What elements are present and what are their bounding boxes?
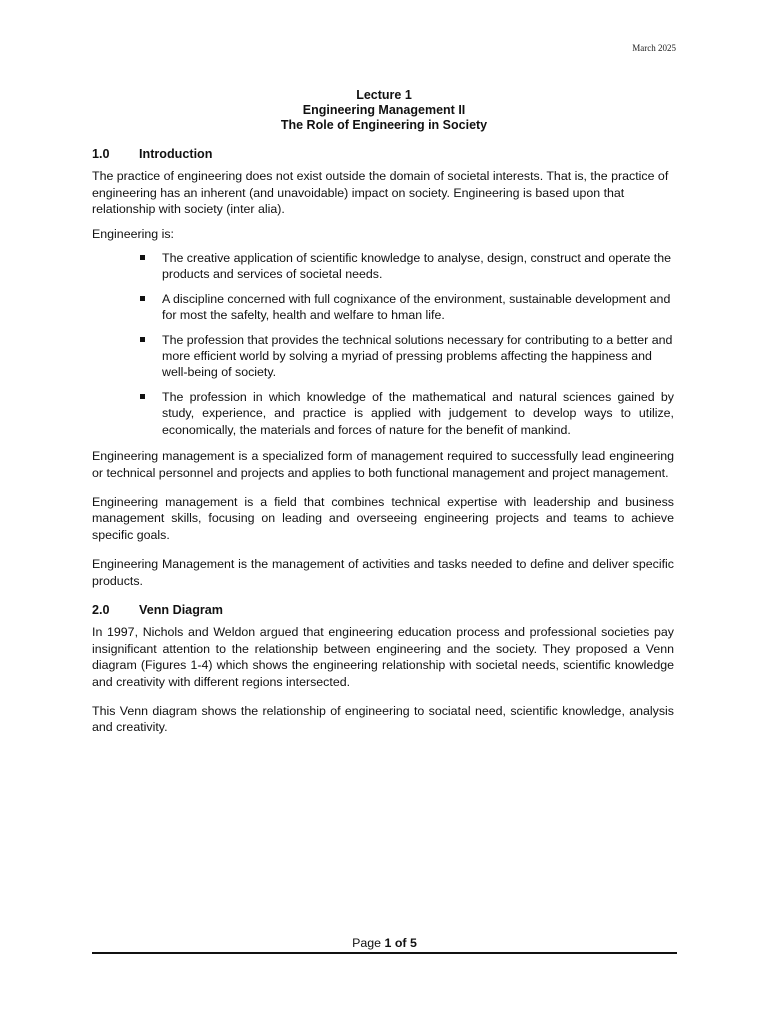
- list-item-text: The creative application of scientific knowledge to analyse, design, construct and operate the products and services of societal needs.: [162, 251, 672, 282]
- list-item-text: A discipline concerned with full cognixance of the environment, sustainable development and for most the safelty, health and welfare to hman life.: [162, 291, 671, 323]
- bullet-square-icon: [140, 394, 145, 399]
- section-number: 1.0: [92, 147, 110, 161]
- engineering-definition-list: [92, 250, 674, 438]
- engineering-management-definition-2: Engineering management is a field that combines technical expertise with leadership and business management skills, focusing on leading and overseeing engineering projects and teams to achieve specific goals.: [92, 494, 674, 542]
- section-heading-introduction: [92, 146, 674, 162]
- list-item: [162, 291, 674, 324]
- bullet-square-icon: [140, 337, 145, 342]
- section-title: Introduction: [139, 147, 213, 161]
- title-course: Engineering Management II: [302, 103, 466, 117]
- list-item-text: The profession that provides the technical solutions necessary for contributing to a better and more efficient world by solving a myriad of pressing problems affecting the happiness and well-being of society.: [162, 332, 673, 380]
- engineering-management-definition-1: Engineering management is a specialized form of management required to successfully lead engineering or technical personnel and projects and applies to both functional management and project management.: [92, 449, 674, 480]
- list-item: [162, 250, 674, 283]
- page-of-label: of: [394, 936, 407, 950]
- intro-paragraph: The practice of engineering does not exist outside the domain of societal interests. That is, the practice of engineering has an inherent (and unavoidable) impact on society. Engineering is based upon that relationship with society (inter alia).: [92, 169, 669, 217]
- document-title: [0, 88, 768, 133]
- list-item: [162, 389, 674, 438]
- bullet-square-icon: [140, 296, 145, 301]
- footer-divider: [92, 952, 677, 954]
- section-heading-venn-diagram: [92, 602, 674, 618]
- current-page-number: 1: [384, 936, 392, 950]
- document-body: [92, 146, 674, 744]
- engineering-management-definition-3: Engineering Management is the management of activities and tasks needed to define and deliver specific products.: [92, 557, 674, 588]
- page-label: Page: [352, 936, 382, 950]
- intro-lead: Engineering is:: [92, 226, 174, 241]
- title-lecture: Lecture 1: [356, 88, 412, 102]
- total-pages-number: 5: [410, 936, 417, 950]
- section-number: 2.0: [92, 602, 110, 617]
- page-footer: [92, 936, 677, 951]
- section-title: Venn Diagram: [139, 602, 223, 617]
- venn-paragraph-2: This Venn diagram shows the relationship of engineering to sociatal need, scientific knowledge, analysis and creativity.: [92, 703, 674, 735]
- title-topic: The Role of Engineering in Society: [280, 118, 488, 132]
- list-item-text: The profession in which knowledge of the mathematical and natural sciences gained by study, experience, and practice is applied with judgement to develop ways to utilize, economically, the materials and forces of nature for the benefit of mankind.: [162, 389, 674, 437]
- bullet-square-icon: [140, 255, 145, 260]
- header-date: March 2025: [632, 43, 676, 53]
- list-item: [162, 332, 674, 381]
- venn-paragraph-1: In 1997, Nichols and Weldon argued that engineering education process and professional societies pay insignificant attention to the relationship between engineering and the society. They proposed a Venn diagram (Figures 1-4) which shows the engineering relationship with societal needs, scientific knowledge and creativity with different regions intersected.: [92, 625, 674, 689]
